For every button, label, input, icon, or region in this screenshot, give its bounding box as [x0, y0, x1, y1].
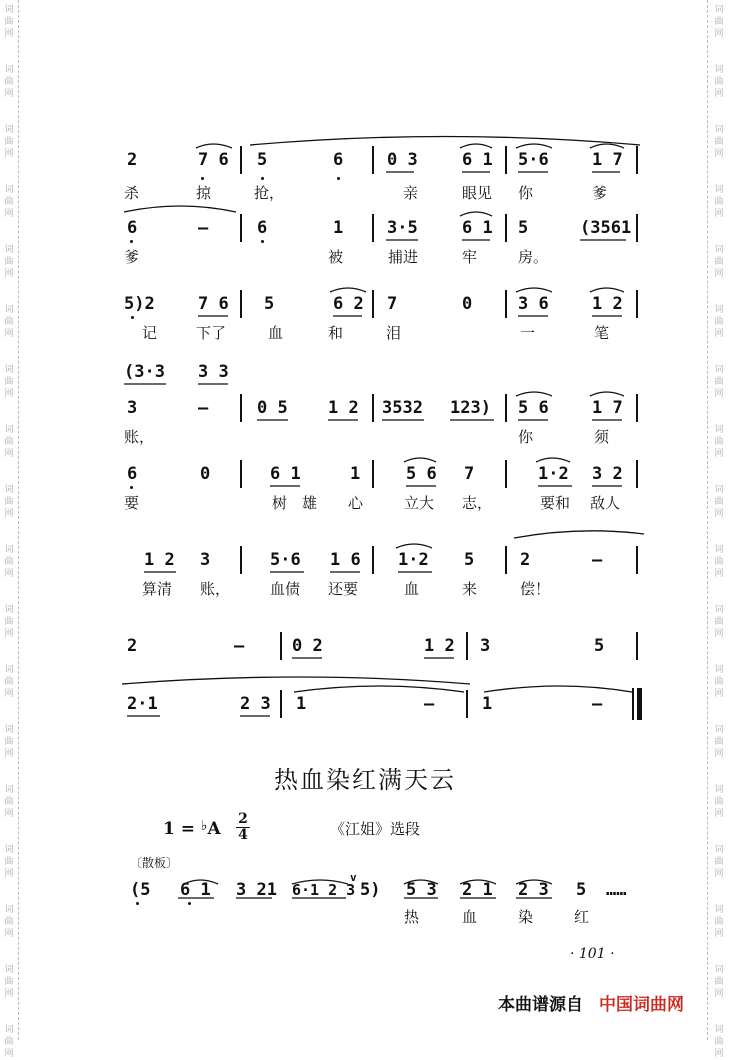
note: —	[592, 550, 603, 570]
tie-arc	[514, 531, 644, 538]
note: 3 6	[518, 294, 549, 314]
lyric: 须	[594, 428, 610, 446]
lyric: 染	[518, 908, 534, 926]
lyric: 心	[348, 494, 364, 512]
slur-arc	[516, 288, 552, 292]
slur-arc	[404, 458, 436, 462]
footer-credit	[498, 990, 684, 1015]
lyric: 要	[124, 494, 140, 512]
note: 1	[350, 464, 361, 484]
note: 6	[127, 464, 138, 484]
key-signature	[163, 818, 221, 839]
lyric: 爹	[592, 184, 608, 202]
note: —	[198, 398, 209, 418]
note: (3561	[580, 218, 632, 238]
note: 0 2	[292, 636, 323, 656]
lyric: 笔	[594, 324, 610, 342]
note: 7 6	[198, 294, 229, 314]
slur-arc	[396, 544, 432, 548]
slur-arc	[536, 458, 570, 462]
watermark-text: 词 曲 网	[4, 785, 14, 819]
watermark-text: 词 曲 网	[714, 965, 724, 999]
note: 1·2	[538, 464, 569, 484]
note: 0	[200, 464, 211, 484]
note: 1 6	[330, 550, 361, 570]
octave-dot	[261, 177, 264, 180]
watermark-text: 词 曲 网	[714, 5, 724, 39]
watermark-text: 词 曲 网	[714, 905, 724, 939]
note: 3 2	[592, 464, 623, 484]
note: 5	[576, 880, 587, 900]
watermark-text: 词 曲 网	[714, 725, 724, 759]
watermark-text: 词 曲 网	[4, 185, 14, 219]
note: 6·1 2 3	[292, 881, 356, 899]
watermark-text: 词 曲 网	[4, 305, 14, 339]
lyric: 房。	[518, 248, 549, 266]
note: 5·6	[518, 150, 549, 170]
lyric: 掠	[196, 184, 212, 202]
note: 5 3	[406, 880, 437, 900]
watermark-text: 词 曲 网	[714, 1025, 724, 1059]
lyric: 立大	[404, 494, 435, 512]
lyric: 算清	[142, 580, 173, 598]
lyric: 来	[462, 580, 478, 598]
note: 5	[264, 294, 275, 314]
lyric: 偿！	[520, 580, 551, 598]
watermark-text: 词 曲 网	[4, 65, 14, 99]
note: —	[592, 694, 603, 714]
lyric: 你	[518, 428, 534, 446]
lyric: 红	[574, 908, 590, 926]
note: 123)	[450, 398, 491, 418]
note: (3·3	[124, 362, 165, 382]
note: 6 2	[333, 294, 364, 314]
footer-label: 本曲谱源自	[498, 995, 583, 1015]
lyric: 敌人	[590, 494, 621, 512]
footer-site-link[interactable]: 中国词曲网	[599, 995, 684, 1015]
note: 1 2	[328, 398, 359, 418]
lyric: 还要	[328, 580, 359, 598]
watermark-text: 词 曲 网	[714, 845, 724, 879]
watermark-text: 词 曲 网	[4, 665, 14, 699]
watermark-text: 词 曲 网	[4, 125, 14, 159]
tie-arc	[484, 686, 632, 692]
octave-dot	[130, 486, 133, 489]
lyric: 牢	[462, 248, 478, 266]
lyric: 爹	[124, 248, 140, 266]
octave-dot	[188, 902, 191, 905]
note: 5·6	[270, 550, 301, 570]
watermark-text: 词 曲 网	[4, 485, 14, 519]
octave-dot	[337, 177, 340, 180]
watermark-text: 词 曲 网	[714, 545, 724, 579]
watermark-text: 词 曲 网	[714, 185, 724, 219]
lyric: 被	[328, 248, 344, 266]
lyric: 一	[520, 324, 536, 342]
note: 2	[127, 150, 138, 170]
note: 6 1	[180, 880, 211, 900]
note: ……	[606, 880, 627, 900]
key-note: A	[207, 819, 221, 839]
watermark-text: 词 曲 网	[4, 605, 14, 639]
note: 5	[257, 150, 268, 170]
watermark-text: 词 曲 网	[714, 305, 724, 339]
note: —	[234, 636, 245, 656]
note: 3	[480, 636, 491, 656]
meter-bottom: 4	[238, 827, 248, 843]
note: 1 2	[592, 294, 623, 314]
lyric: 账，	[124, 428, 155, 446]
note: 5	[464, 550, 475, 570]
note: 1 7	[592, 150, 623, 170]
lyric: 血	[268, 324, 284, 342]
note: 2	[520, 550, 531, 570]
note: 6 1	[270, 464, 301, 484]
watermark-text: 词 曲 网	[714, 605, 724, 639]
note: 1	[333, 218, 344, 238]
slur-arc	[516, 392, 552, 396]
tie-arc	[124, 206, 236, 212]
watermark-text: 词 曲 网	[714, 245, 724, 279]
watermark-text: 词 曲 网	[714, 425, 724, 459]
lyric: 你	[518, 184, 534, 202]
note: 5 6	[518, 398, 549, 418]
lyric: 杀	[124, 184, 140, 202]
watermark-text: 词 曲 网	[4, 545, 14, 579]
note: 5)	[360, 880, 381, 900]
note: 3532	[382, 398, 423, 418]
watermark-text: 词 曲 网	[714, 365, 724, 399]
watermark-text: 词 曲 网	[4, 965, 14, 999]
time-signature	[236, 812, 250, 843]
slur-arc	[590, 288, 624, 292]
note: 6 1	[462, 218, 493, 238]
slur-arc	[590, 392, 624, 396]
note: 5	[518, 218, 529, 238]
watermark-text: 词 曲 网	[4, 425, 14, 459]
lyric: 抢，	[254, 184, 285, 202]
note: 1	[296, 694, 307, 714]
note: 5)2	[124, 294, 155, 314]
note: 3 3	[198, 362, 229, 382]
watermark-text: 词 曲 网	[714, 785, 724, 819]
source-note: 《江姐》选段	[330, 820, 421, 838]
lyric: 雄	[302, 494, 318, 512]
note: 2 3	[518, 880, 549, 900]
octave-dot	[136, 902, 139, 905]
lyric: 热	[404, 908, 420, 926]
meter-top: 2	[236, 812, 250, 828]
flat-sign: ♭	[200, 818, 208, 834]
lyric: 血	[404, 580, 420, 598]
note: 0 3	[387, 150, 418, 170]
note: 1	[482, 694, 493, 714]
slur-arc	[516, 144, 552, 148]
octave-dot	[130, 240, 133, 243]
watermark-text: 词 曲 网	[4, 365, 14, 399]
octave-dot	[261, 240, 264, 243]
note: 3	[127, 398, 138, 418]
lyric: 血	[462, 908, 478, 926]
lyric: 账，	[200, 580, 231, 598]
slur-arc	[330, 288, 366, 292]
note: 3·5	[387, 218, 418, 238]
lyric: 要和	[540, 494, 571, 512]
note: (5	[130, 880, 151, 900]
octave-dot	[131, 316, 134, 319]
note: 6	[257, 218, 268, 238]
watermark-text: 词 曲 网	[714, 665, 724, 699]
lyric: 树	[272, 494, 288, 512]
tie-arc	[250, 137, 640, 146]
watermark-text: 词 曲 网	[4, 725, 14, 759]
watermark-text: 词 曲 网	[4, 5, 14, 39]
note: 1 2	[144, 550, 175, 570]
lyric: 下了	[196, 324, 227, 342]
note: 5 6	[406, 464, 437, 484]
piece-title: 热血染红满天云	[274, 766, 456, 794]
lyric: 亲	[403, 184, 419, 202]
watermark-text: 词 曲 网	[4, 245, 14, 279]
note: —	[198, 218, 209, 238]
slur-arc	[460, 144, 492, 148]
note: 6 1	[462, 150, 493, 170]
lyric: 和	[328, 324, 344, 342]
watermark-text: 词 曲 网	[714, 485, 724, 519]
note: 1 7	[592, 398, 623, 418]
note: 2	[127, 636, 138, 656]
note: 6	[127, 218, 138, 238]
note: 5	[594, 636, 605, 656]
slur-arc	[196, 144, 232, 148]
tie-arc	[294, 686, 464, 692]
note: 2 1	[462, 880, 493, 900]
lyric: 眼见	[462, 184, 493, 202]
note: 0 5	[257, 398, 288, 418]
slur-arc	[460, 212, 492, 216]
note: 0	[462, 294, 473, 314]
breath-mark: v	[350, 871, 357, 884]
watermark-text: 词 曲 网	[714, 65, 724, 99]
note: 1·2	[398, 550, 429, 570]
tie-arc	[122, 677, 470, 684]
note: 7	[464, 464, 475, 484]
slur-arc	[590, 144, 624, 148]
note: 6	[333, 150, 344, 170]
lyric: 捕进	[388, 248, 419, 266]
note: 3	[200, 550, 211, 570]
note: 1 2	[424, 636, 455, 656]
note: 7 6	[198, 150, 229, 170]
octave-dot	[201, 177, 204, 180]
note: 7	[387, 294, 398, 314]
note: 3 21	[236, 880, 277, 900]
tempo-marking: 〔散板〕	[130, 856, 179, 870]
note: 2·1	[127, 694, 158, 714]
watermark-text: 词 曲 网	[4, 845, 14, 879]
lyric: 泪	[386, 324, 402, 342]
lyric: 血债	[270, 580, 301, 598]
watermark-text: 词 曲 网	[4, 1025, 14, 1059]
watermark-text: 词 曲 网	[4, 905, 14, 939]
key-prefix: 1 =	[163, 819, 201, 839]
lyric: 志，	[462, 494, 493, 512]
page-number: · 101 ·	[570, 946, 615, 962]
note: 2 3	[240, 694, 271, 714]
lyric: 记	[142, 324, 158, 342]
watermark-text: 词 曲 网	[714, 125, 724, 159]
note: —	[424, 694, 435, 714]
